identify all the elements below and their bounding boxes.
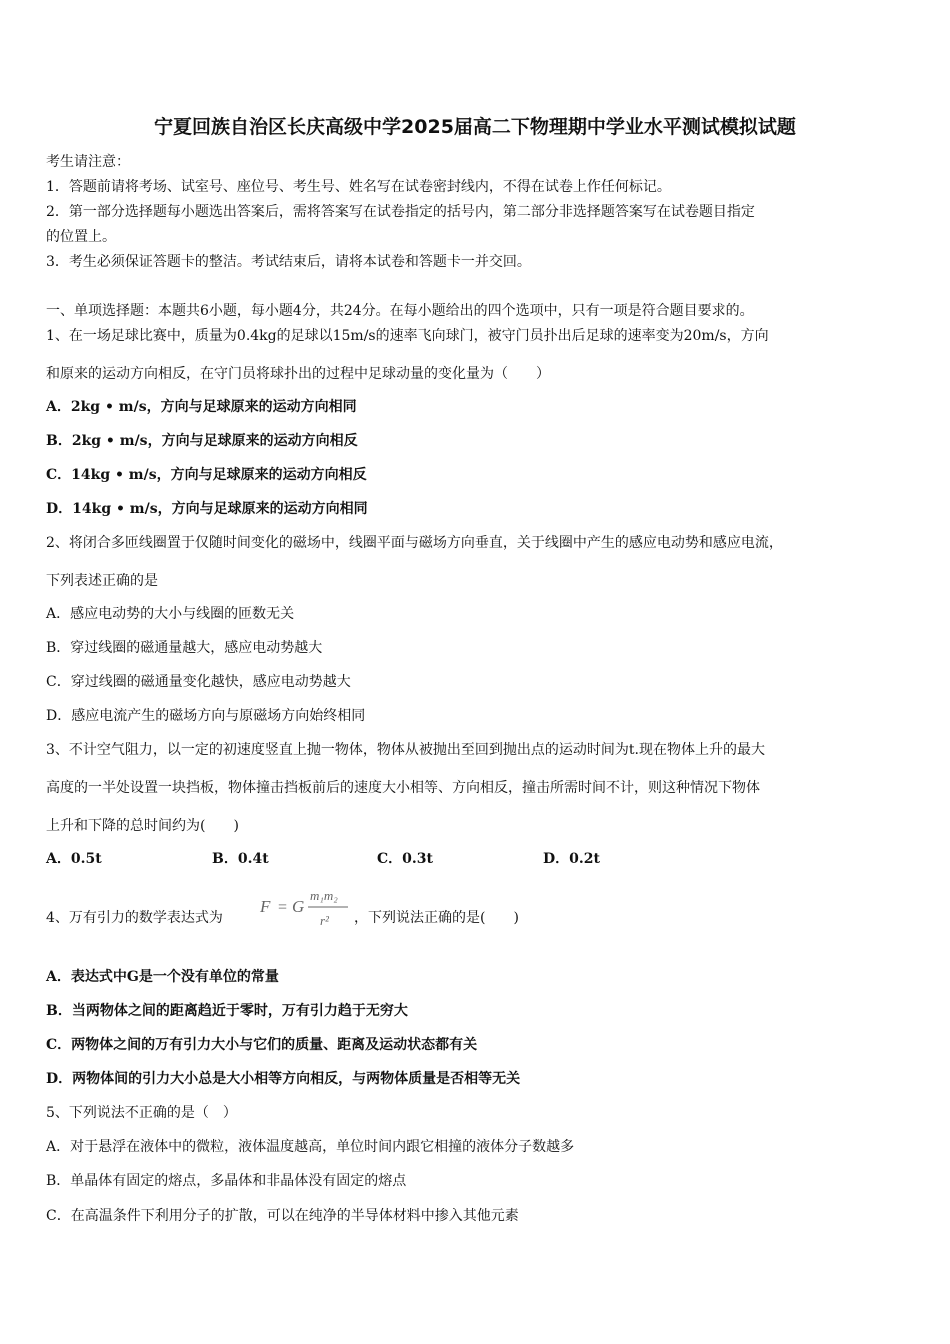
q1-option-b: B．2kg • m/s，方向与足球原来的运动方向相反 — [46, 433, 358, 449]
q1-option-a: A．2kg • m/s，方向与足球原来的运动方向相同 — [46, 399, 357, 415]
q3-option-b: B．0.4t — [212, 851, 269, 867]
section-heading: 一、单项选择题：本题共6小题，每小题4分，共24分。在每小题给出的四个选项中，只有一项是符合题目要求的。 — [46, 303, 754, 319]
q3-option-a: A．0.5t — [46, 851, 102, 867]
q3-stem-line2: 高度的一半处设置一块挡板，物体撞击挡板前后的速度大小相等、方向相反，撞击所需时间不计，则这种情况下物体 — [46, 780, 760, 796]
notice-heading: 考生请注意： — [46, 154, 130, 170]
q2-option-b: B．穿过线圈的磁通量越大，感应电动势越大 — [46, 640, 323, 656]
q4-option-a: A．表达式中G是一个没有单位的常量 — [46, 969, 279, 985]
q2-stem-line1: 2、将闭合多匝线圈置于仅随时间变化的磁场中，线圈平面与磁场方向垂直，关于线圈中产生的感应电动势和感应电流， — [46, 535, 783, 551]
q4-stem-post: ，下列说法正确的是( ) — [354, 910, 519, 926]
q4-option-d: D．两物体间的引力大小总是大小相等方向相反，与两物体质量是否相等无关 — [46, 1071, 521, 1087]
formula-g: G — [292, 897, 305, 916]
formula-numerator: m₁m₂ — [310, 888, 338, 903]
q1-stem-line2: 和原来的运动方向相反，在守门员将球扑出的过程中足球动量的变化量为（ ） — [46, 366, 550, 382]
q3-stem-line3: 上升和下降的总时间约为( ) — [46, 818, 239, 834]
q4-option-b: B．当两物体之间的距离趋近于零时，万有引力趋于无穷大 — [46, 1003, 408, 1019]
notice-item-2: 2．第一部分选择题每小题选出答案后，需将答案写在试卷指定的括号内，第二部分非选择题答案写在试卷题目指定 — [46, 204, 755, 220]
q4-option-c: C．两物体之间的万有引力大小与它们的质量、距离及运动状态都有关 — [46, 1037, 478, 1053]
notice-item-1: 1．答题前请将考场、试室号、座位号、考生号、姓名写在试卷密封线内，不得在试卷上作任何标记。 — [46, 179, 671, 195]
notice-item-3: 3．考生必须保证答题卡的整洁。考试结束后，请将本试卷和答题卡一并交回。 — [46, 254, 531, 270]
q3-option-c: C．0.3t — [377, 851, 433, 867]
q3-options — [46, 848, 916, 868]
q5-stem: 5、下列说法不正确的是（ ） — [46, 1105, 237, 1121]
formula-denominator: r² — [320, 913, 329, 928]
q2-stem-line2: 下列表述正确的是 — [46, 573, 158, 589]
formula-lhs: F — [260, 897, 271, 916]
q2-option-a: A．感应电动势的大小与线圈的匝数无关 — [46, 606, 295, 622]
q1-option-d: D．14kg • m/s，方向与足球原来的运动方向相同 — [46, 501, 368, 517]
q3-option-d: D．0.2t — [543, 851, 600, 867]
q1-option-c: C．14kg • m/s，方向与足球原来的运动方向相反 — [46, 467, 367, 483]
q3-stem-line1: 3、不计空气阻力，以一定的初速度竖直上抛一物体，物体从被抛出至回到抛出点的运动时间为t.现在物体上升的最大 — [46, 742, 765, 758]
q4-stem-pre: 4、万有引力的数学表达式为 — [46, 910, 223, 926]
q2-option-d: D．感应电流产生的磁场方向与原磁场方向始终相同 — [46, 708, 366, 724]
page-title: 宁夏回族自治区长庆高级中学2025届高二下物理期中学业水平测试模拟试题 — [154, 116, 796, 138]
q5-option-b: B．单晶体有固定的熔点，多晶体和非晶体没有固定的熔点 — [46, 1173, 407, 1189]
formula-equals: = — [278, 899, 288, 916]
q5-option-c: C．在高温条件下利用分子的扩散，可以在纯净的半导体材料中掺入其他元素 — [46, 1208, 519, 1224]
q1-stem-line1: 1、在一场足球比赛中，质量为0.4kg的足球以15m/s的速率飞向球门，被守门员扑出后足球的速率变为20m/s，方向 — [46, 328, 769, 344]
notice-item-2-cont: 的位置上。 — [46, 229, 116, 245]
gravitation-formula — [258, 884, 354, 932]
q5-option-a: A．对于悬浮在液体中的微粒，液体温度越高，单位时间内跟它相撞的液体分子数越多 — [46, 1139, 575, 1155]
q2-option-c: C．穿过线圈的磁通量变化越快，感应电动势越大 — [46, 674, 351, 690]
